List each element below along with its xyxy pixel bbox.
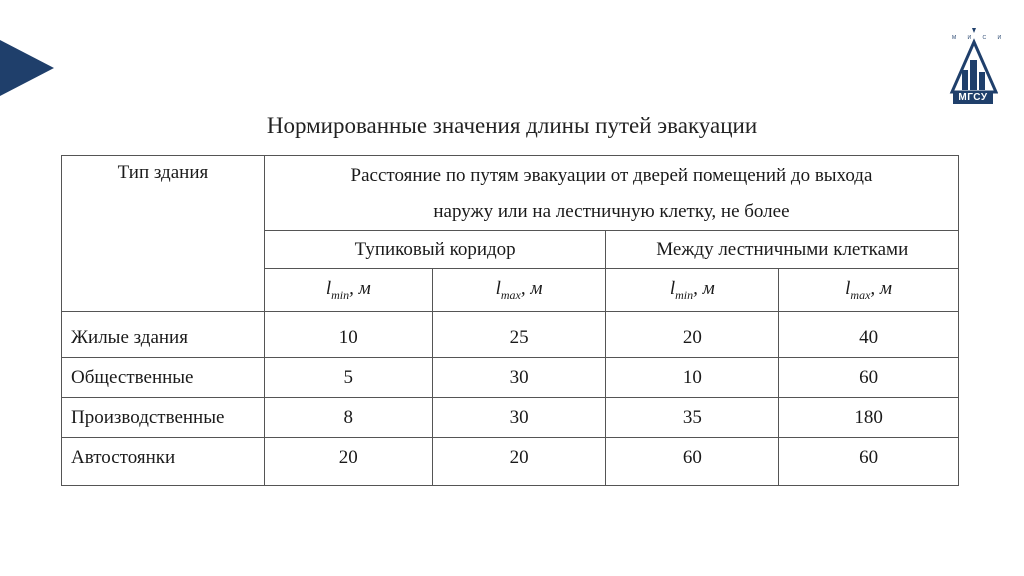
unit-symbol: l <box>495 277 501 299</box>
unit-symbol: l <box>325 277 332 299</box>
unit-header <box>779 269 959 312</box>
unit-symbol: l <box>669 277 676 299</box>
table-cell: 20 <box>264 438 432 486</box>
mgsu-logo <box>948 26 1007 106</box>
logo-name: МГСУ <box>953 92 993 104</box>
table-cell: 180 <box>779 398 959 438</box>
table-cell: 60 <box>779 358 959 398</box>
table-cell: 5 <box>264 358 432 398</box>
table-cell: 60 <box>606 438 779 486</box>
table-cell: 35 <box>606 398 779 438</box>
unit-subscript: max <box>500 287 521 302</box>
table-cell: 60 <box>779 438 959 486</box>
table-cell: 10 <box>606 358 779 398</box>
unit-symbol: l <box>845 277 851 299</box>
table-cell: 30 <box>432 358 606 398</box>
logo-letters: М И С И <box>952 35 1007 41</box>
unit-header <box>606 269 779 312</box>
unit-label: , м <box>520 277 543 299</box>
row-name: Производственные <box>62 398 265 438</box>
unit-subscript: min <box>675 287 694 302</box>
unit-label: , м <box>349 277 371 299</box>
table-cell: 30 <box>432 398 606 438</box>
table-cell: 20 <box>432 438 606 486</box>
page-title: Нормированные значения длины путей эвакуации <box>266 113 758 138</box>
distance-header <box>264 156 958 231</box>
row-name: Автостоянки <box>62 438 265 486</box>
evacuation-table <box>61 155 959 486</box>
table-row <box>62 358 959 398</box>
table-cell: 40 <box>779 312 959 358</box>
group-header-between-stairs: Между лестничными клетками <box>606 231 959 269</box>
unit-header <box>432 269 606 312</box>
distance-header-line1: Расстояние по путям эвакуации от дверей помещений до выхода <box>350 165 873 186</box>
unit-label: , м <box>693 277 715 299</box>
table-cell: 20 <box>606 312 779 358</box>
table-row <box>62 312 959 358</box>
unit-subscript: min <box>331 287 350 302</box>
table-cell: 10 <box>264 312 432 358</box>
table-row <box>62 398 959 438</box>
distance-header-line2: наружу или на лестничную клетку, не более <box>433 201 790 222</box>
nav-arrow-icon <box>0 40 54 96</box>
table-cell: 25 <box>432 312 606 358</box>
unit-header <box>264 269 432 312</box>
unit-label: , м <box>870 277 893 299</box>
unit-subscript: max <box>850 287 871 302</box>
type-header: Тип здания <box>62 156 265 312</box>
row-name: Жилые здания <box>62 312 265 358</box>
row-name: Общественные <box>62 358 265 398</box>
table-cell: 8 <box>264 398 432 438</box>
group-header-deadend: Тупиковый коридор <box>264 231 606 269</box>
table-row <box>62 438 959 486</box>
